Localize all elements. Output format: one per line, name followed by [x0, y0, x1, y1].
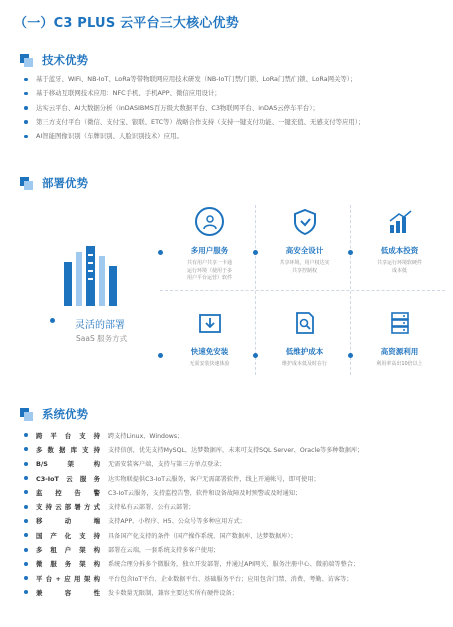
table-row	[24, 514, 449, 528]
feature-card-quick-install	[162, 308, 257, 369]
row-value: 部署在云端，一套系统支持多客户使用；	[108, 547, 220, 555]
row-label: 跨平台支持	[36, 431, 100, 440]
section-icon	[20, 408, 33, 421]
section-icon	[20, 177, 33, 190]
table-row	[24, 585, 449, 599]
card-title: 多用户服务	[190, 246, 229, 255]
page-title: （一）C3 PLUS 云平台三大核心优势	[14, 16, 239, 31]
download-box-icon	[195, 308, 224, 337]
table-row	[24, 485, 449, 499]
feature-card-security	[257, 207, 352, 275]
card-desc: 利用率高出10倍以上	[376, 361, 423, 367]
feature-card-low-maintenance	[257, 308, 352, 369]
card-title: 高安全设计	[285, 246, 324, 255]
row-label: 多租户架构	[36, 546, 100, 555]
table-row	[24, 499, 449, 513]
row-value: 具备国产化支持的条件（国产操作系统、国产数据库、达梦数据库）；	[108, 532, 297, 540]
feature-card-low-cost	[352, 207, 447, 275]
section-icon	[20, 54, 33, 67]
connector-dot	[50, 318, 55, 323]
list-item: 第三方支付平台（微信、支付宝、银联、ETC等）战略合作支持（支持一键支付功能、一键充值、无感支付等应用）；	[24, 115, 444, 129]
card-desc: 维护成本低及时在行	[281, 361, 327, 367]
row-label: 移动端	[36, 517, 100, 526]
card-title: 快速免安装	[190, 347, 229, 356]
card-title: 低维护成本	[285, 347, 324, 356]
section-header-deploy	[20, 175, 88, 191]
row-label: 国产化支持	[36, 531, 100, 540]
deploy-center-title: 灵活的部署	[75, 320, 125, 331]
row-value: 支持信创，优先支持MySQL，达梦数据库，未来可支持SQL Server、Oracle等多种数据库；	[108, 446, 364, 454]
row-value: 支持私有云部署、公有云部署；	[108, 504, 195, 512]
section-title-deploy: 部署优势	[42, 176, 88, 190]
card-desc: 共有用户共享一卡通 运行环境（使用于多 用户平台运营）软件	[186, 260, 232, 281]
row-label: 多数据库支持	[36, 445, 100, 454]
card-title: 低成本投资	[380, 246, 419, 255]
row-label: 兼容性	[36, 588, 100, 597]
row-label: 平台+应用架构	[36, 574, 100, 583]
row-value: 发卡数量无限制，兼容主要达实所有硬件设备；	[108, 589, 238, 597]
table-row	[24, 528, 449, 542]
section-title-system: 系统优势	[42, 407, 88, 421]
table-row	[24, 442, 449, 456]
section-header-tech	[20, 52, 88, 68]
list-item: AI智能图像识别（车牌识别、人脸识别技术）应用。	[24, 129, 444, 143]
row-label: C3-IoT云服务	[36, 474, 100, 483]
table-row	[24, 471, 449, 485]
feature-card-high-utilization	[352, 308, 447, 369]
row-label: 监控告警	[36, 488, 100, 497]
row-value: 跨支持Linux、Windows；	[108, 432, 184, 440]
table-row	[24, 457, 449, 471]
row-value: 达实物联提供C3-IoT云服务，客户无需部署软件，线上开通帐号，即可使用；	[108, 475, 320, 483]
card-desc: 共享运行环境软硬件 成本低	[376, 260, 422, 274]
row-value: 支持APP、小程序、H5、公众号等多种应用方式；	[108, 518, 246, 526]
row-label: B/S架构	[36, 460, 100, 469]
card-title: 高资源利用	[380, 347, 419, 356]
server-icon	[385, 308, 414, 337]
divider	[160, 290, 445, 291]
row-label: 微服务架构	[36, 560, 100, 569]
row-label: 支持云部署方式	[36, 503, 100, 512]
row-value: 无需安装客户端，支持与第三方单点登录；	[108, 461, 226, 469]
table-row	[24, 428, 449, 442]
document-search-icon	[290, 308, 319, 337]
list-item: 基于移动互联网技术应用：NFC手机、手机APP、微信应用设计；	[24, 86, 444, 100]
table-row	[24, 571, 449, 585]
list-item: 达实云平台、AI大数据分析（inDASIBMS百万级大数据平台、C3物联网平台、inDAS云停车平台）；	[24, 101, 444, 115]
tech-list	[24, 72, 444, 143]
table-row	[24, 542, 449, 556]
row-value: C3-IoT云服务，支持监控告警，软件和设备故障及时预警或及时通知；	[108, 489, 302, 497]
system-table	[24, 428, 449, 600]
row-value: 系统合理分拆多个微服务，独立开发部署，并通过API网关、服务注册中心、微前端等整合；	[108, 561, 360, 569]
section-header-system	[20, 406, 88, 422]
feature-card-multi-user	[162, 207, 257, 283]
building-bars-icon	[60, 238, 130, 308]
card-desc: 无需安装快速体验	[189, 361, 230, 367]
shield-icon	[290, 207, 319, 236]
deploy-center-subtitle: SaaS 服务方式	[76, 334, 128, 343]
users-icon	[195, 207, 224, 236]
list-item: 基于蓝牙、WiFi、NB-IoT、LoRa等带物联网应用技术研发（NB-IoT门禁/门锁、LoRa门禁/门锁、LoRa网关等）；	[24, 72, 444, 86]
card-desc: 共享环境，用户权达实 共享控制权	[279, 260, 330, 274]
section-title-tech: 技术优势	[42, 53, 88, 67]
table-row	[24, 557, 449, 571]
row-value: 平台包含IoT平台、企业数据平台、基础服务平台；应用包含门禁、消费、考勤、访客等；	[108, 575, 353, 583]
chart-growth-icon	[385, 207, 414, 236]
